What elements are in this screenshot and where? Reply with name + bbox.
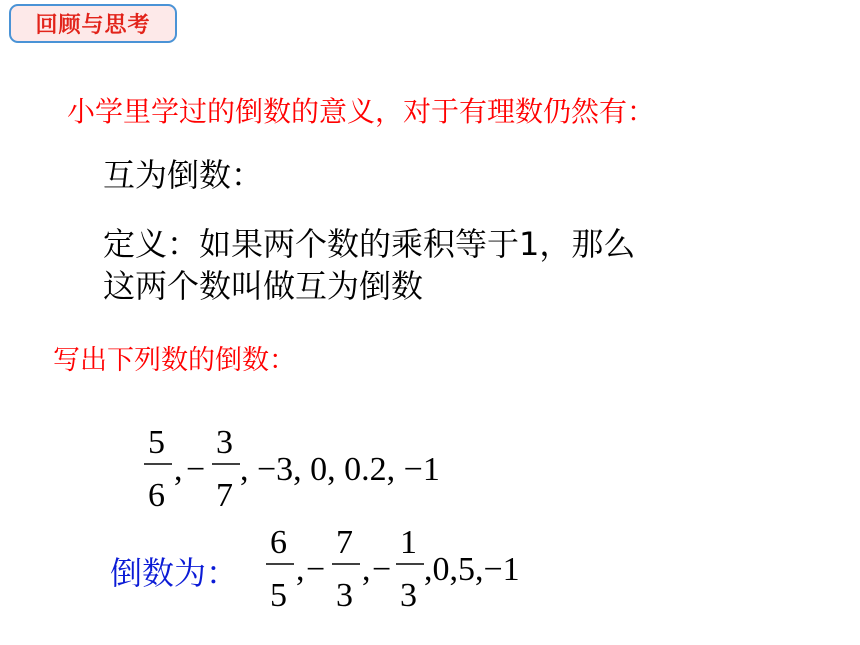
- section-badge-label: 回顾与思考: [35, 13, 151, 38]
- recip-minus2: −: [372, 551, 392, 588]
- recip-frac3-denominator: 3: [400, 577, 417, 614]
- definition-line-2: 这两个数叫做互为倒数: [103, 267, 424, 305]
- definition-line-1: 定义：如果两个数的乘积等于1，那么: [103, 225, 636, 263]
- heading-reciprocal: 互为倒数：: [103, 156, 264, 194]
- given-numbers-expression: [140, 420, 470, 525]
- recip-frac2-numerator: 7: [336, 524, 353, 561]
- reciprocals-expression: [264, 520, 564, 625]
- given-minus1: −: [186, 451, 206, 488]
- intro-text: 小学里学过的倒数的意义，对于有理数仍然有：: [67, 95, 656, 128]
- recip-frac1-denominator: 5: [270, 577, 287, 614]
- recip-frac2-denominator: 3: [336, 577, 353, 614]
- task-text: 写出下列数的倒数：: [53, 345, 296, 376]
- reciprocals-svg: [264, 520, 564, 620]
- given-frac1-numerator: 5: [148, 424, 165, 461]
- given-rest: , −3, 0, 0.2, −1: [240, 451, 440, 488]
- recip-sep2: ,: [362, 551, 371, 588]
- given-frac2-denominator: 7: [216, 477, 233, 514]
- recip-minus1: −: [306, 551, 326, 588]
- recip-rest: ,0,5,−1: [424, 551, 520, 588]
- given-sep1: ,: [174, 451, 183, 488]
- recip-frac3-numerator: 1: [400, 524, 417, 561]
- given-frac1-denominator: 6: [148, 477, 165, 514]
- given-numbers-svg: [140, 420, 470, 520]
- recip-sep1: ,: [296, 551, 305, 588]
- given-frac2-numerator: 3: [216, 424, 233, 461]
- section-badge: [9, 4, 177, 43]
- reciprocals-label: 倒数为：: [110, 554, 239, 592]
- recip-frac1-numerator: 6: [270, 524, 287, 561]
